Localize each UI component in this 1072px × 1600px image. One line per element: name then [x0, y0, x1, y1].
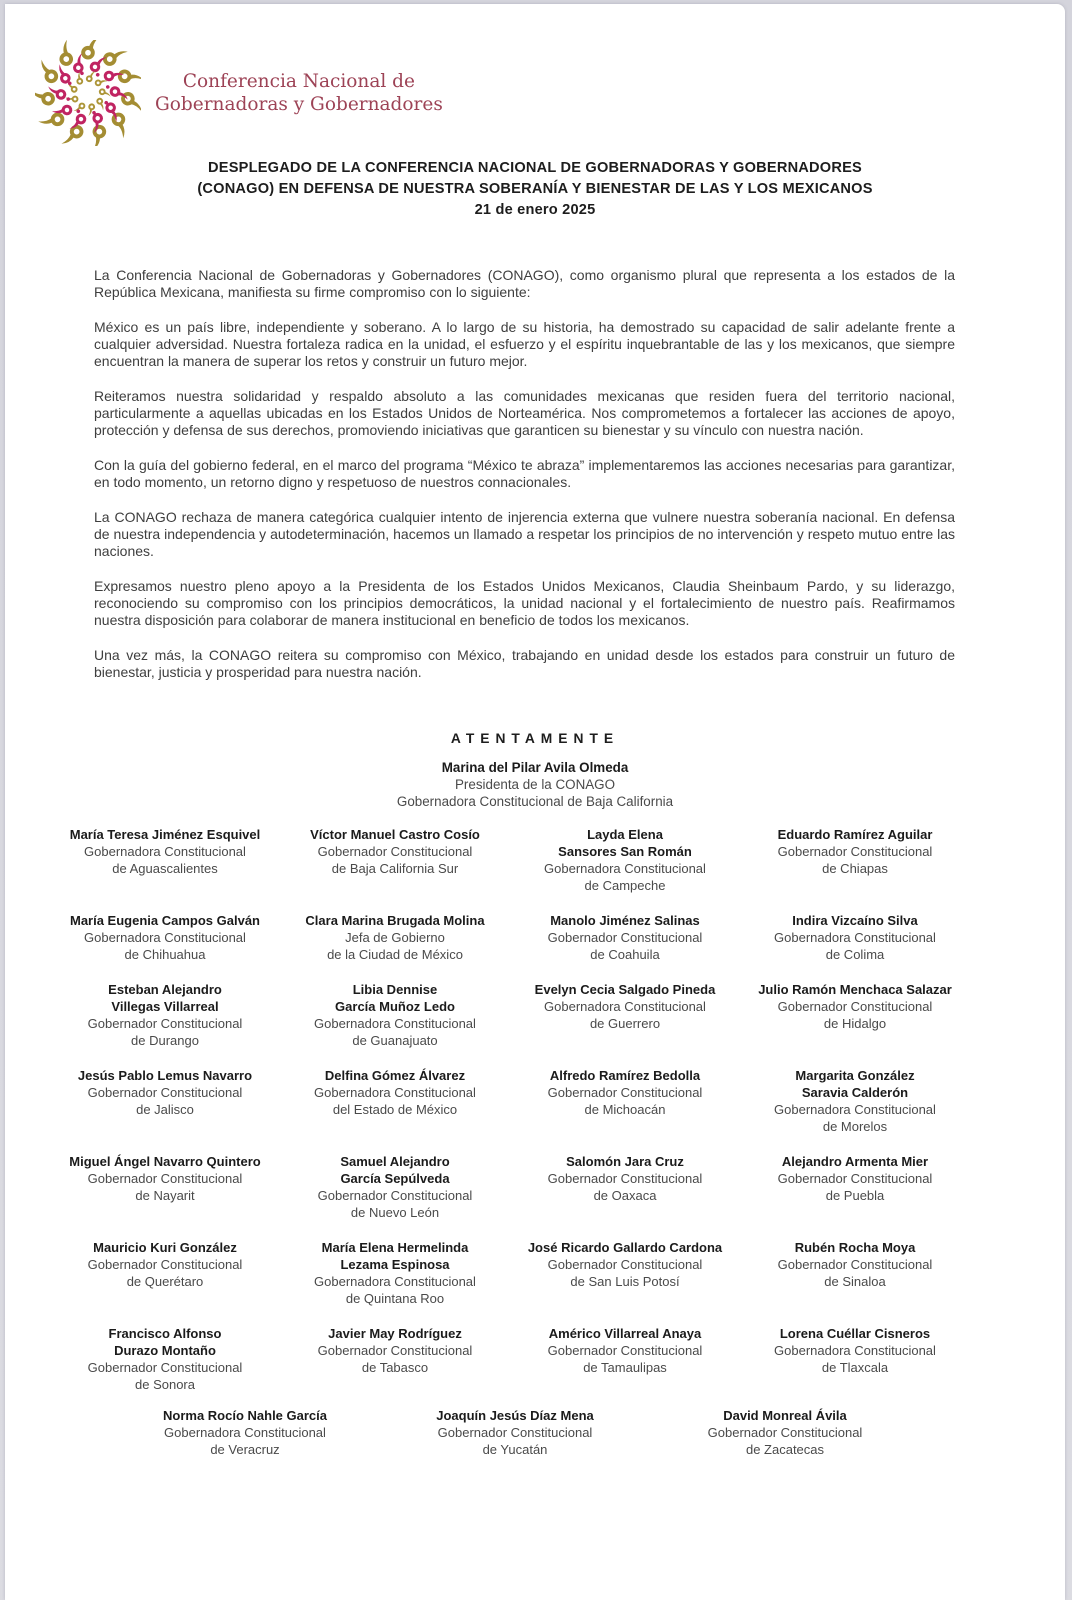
signatory-role: de Guerrero: [589, 1016, 661, 1031]
signatory-role: de Chihuahua: [124, 947, 206, 962]
signatory-role: Gobernador Constitucional: [777, 999, 933, 1014]
logo-wordmark: [155, 70, 443, 116]
signatory-role: de Sonora: [135, 1377, 195, 1392]
signatory-role: Gobernador Constitucional: [777, 1257, 933, 1272]
signatory: [510, 912, 740, 963]
signatory-role: de Veracruz: [210, 1442, 280, 1457]
signatory: [510, 1067, 740, 1118]
signatory-role: Gobernador Constitucional: [317, 844, 473, 859]
signatory-role: Gobernador Constitucional: [87, 1360, 243, 1375]
signatory-role: de Durango: [131, 1033, 199, 1048]
signatory-name: Lezama Espinosa: [340, 1257, 450, 1272]
signatory-name: Francisco Alfonso: [108, 1326, 222, 1341]
paragraph-sovereignty: México es un país libre, independiente y soberano. A lo largo de su historia, ha demostrado su capacidad de salir adelante frente a cualquier adversidad. Nuestra fortaleza radica en la unidad, el esfuerzo y el espíritu inquebrantable de las y los mexicanos, que siempre encuentran la manera de superar los retos y construir un futuro mejor.: [94, 319, 955, 369]
signatory-role: de Yucatán: [482, 1442, 548, 1457]
signatory-role: Gobernadora Constitucional: [314, 1085, 476, 1100]
signatory: [510, 1325, 740, 1376]
signatory: [280, 1153, 510, 1221]
signatory-name: José Ricardo Gallardo Cardona: [527, 1240, 723, 1255]
signatory-name: David Monreal Ávila: [723, 1408, 847, 1423]
signatory-role: de Tlaxcala: [821, 1360, 889, 1375]
president-name: Marina del Pilar Avila Olmeda: [441, 760, 629, 775]
signatory-role: de Michoacán: [584, 1102, 666, 1117]
signatory-role: Gobernador Constitucional: [777, 844, 933, 859]
signatory: [740, 826, 970, 877]
paragraph-solidarity: Reiteramos nuestra solidaridad y respaldo absoluto a las comunidades mexicanas que residen fuera del territorio nacional, particularmente a aquellas ubicadas en los Estados Unidos de Norteamérica. Nos comprometemos a fortalecer las acciones de apoyo, protección y defensa de sus derechos, promoviendo iniciativas que garanticen su bienestar y su vínculo con nuestra nación.: [94, 388, 955, 438]
signatory-role: de Coahuila: [590, 947, 660, 962]
paragraph-commitment: Una vez más, la CONAGO reitera su compromiso con México, trabajando en unidad desde los estados para construir un futuro de bienestar, justicia y prosperidad para nuestra nación.: [94, 647, 955, 680]
signatory-name: Indira Vizcaíno Silva: [792, 913, 918, 928]
signatory: [50, 1153, 280, 1204]
signatory-role: de Hidalgo: [823, 1016, 887, 1031]
signatory: [510, 826, 740, 894]
closing-heading: ATENTAMENTE: [450, 731, 620, 746]
signatory: [380, 1407, 650, 1458]
president-role: Presidenta de la CONAGO: [454, 777, 615, 792]
signatory-role: Gobernadora Constitucional: [544, 999, 706, 1014]
signatory-role: de San Luis Potosí: [570, 1274, 680, 1289]
signatory-name: Alfredo Ramírez Bedolla: [549, 1068, 701, 1083]
signatory-role: Gobernador Constitucional: [437, 1425, 593, 1440]
president-state: Gobernadora Constitucional de Baja California: [396, 794, 674, 809]
signatory-role: Gobernadora Constitucional: [314, 1274, 476, 1289]
signatory-role: Gobernador Constitucional: [87, 1171, 243, 1186]
signatory-role: de Nayarit: [135, 1188, 195, 1203]
signatory: [50, 1239, 280, 1290]
signatory: [510, 1153, 740, 1204]
signatory-name: Libia Dennise: [352, 982, 438, 997]
signatory-name: Jesús Pablo Lemus Navarro: [77, 1068, 253, 1083]
signatory-role: Gobernador Constitucional: [317, 1188, 473, 1203]
signatory-role: Jefa de Gobierno: [345, 930, 445, 945]
signatory-role: de Puebla: [825, 1188, 885, 1203]
conago-logo: [35, 40, 1065, 146]
signatory: [280, 1067, 510, 1118]
signatory: [50, 826, 280, 877]
signatory-role: Gobernador Constitucional: [547, 1085, 703, 1100]
signatory-role: Gobernadora Constitucional: [84, 930, 246, 945]
signatory-role: Gobernadora Constitucional: [314, 1016, 476, 1031]
paragraph-intro: La Conferencia Nacional de Gobernadoras y Gobernadores (CONAGO), como organismo plural que representa a los estados de la República Mexicana, manifiesta su firme compromiso con lo siguiente:: [94, 267, 955, 300]
signatory-name: Joaquín Jesús Díaz Mena: [436, 1408, 594, 1423]
signatory: [50, 1067, 280, 1118]
signatory-role: de Nuevo León: [350, 1205, 440, 1220]
signatory-role: Gobernadora Constitucional: [774, 1343, 936, 1358]
title-line2: (CONAGO) EN DEFENSA DE NUESTRA SOBERANÍA Y BIENESTAR DE LAS Y LOS MEXICANOS: [197, 181, 873, 197]
signatory-name: Eduardo Ramírez Aguilar: [777, 827, 933, 842]
signatory-role: Gobernadora Constitucional: [774, 930, 936, 945]
signatory-role: Gobernador Constitucional: [87, 1085, 243, 1100]
signatory-name: Delfina Gómez Álvarez: [324, 1068, 466, 1083]
signatory-role: Gobernadora Constitucional: [544, 861, 706, 876]
document-body: [94, 267, 955, 681]
signatory-role: Gobernador Constitucional: [87, 1016, 243, 1031]
signatory: [50, 981, 280, 1049]
signatory-name: Mauricio Kuri González: [93, 1240, 237, 1255]
document-page: [5, 4, 1065, 1600]
signatory: [280, 826, 510, 877]
signatory-name: María Eugenia Campos Galván: [69, 913, 260, 928]
signatory-role: Gobernadora Constitucional: [164, 1425, 326, 1440]
signatory-role: de Morelos: [822, 1119, 888, 1134]
signatory-name: Javier May Rodríguez: [328, 1326, 462, 1341]
signatory-role: Gobernador Constitucional: [547, 930, 703, 945]
signatory: [280, 1239, 510, 1307]
signatory-role: Gobernador Constitucional: [777, 1171, 933, 1186]
signatory-role: de Quintana Roo: [345, 1291, 445, 1306]
conago-logo-icon: [35, 40, 141, 146]
signatory-role: de Zacatecas: [745, 1442, 825, 1457]
signatory-name: Manolo Jiménez Salinas: [550, 913, 700, 928]
signatory-role: Gobernador Constitucional: [707, 1425, 863, 1440]
signatory-role: de Aguascalientes: [112, 861, 218, 876]
signatory-role: de Querétaro: [126, 1274, 204, 1289]
signatory-role: Gobernadora Constitucional: [84, 844, 246, 859]
signatories-grid: [50, 826, 970, 1393]
signatory-name: María Elena Hermelinda: [321, 1240, 469, 1255]
signatory-name: Durazo Montaño: [114, 1343, 216, 1358]
signatory-role: Gobernador Constitucional: [317, 1343, 473, 1358]
signatory-role: de Guanajuato: [352, 1033, 438, 1048]
signatory-role: de Chiapas: [822, 861, 888, 876]
signatory-role: Gobernadora Constitucional: [774, 1102, 936, 1117]
signatory: [740, 1067, 970, 1135]
signatory-role: de Colima: [825, 947, 885, 962]
signatory-name: Evelyn Cecia Salgado Pineda: [534, 982, 716, 997]
signatory-name: Samuel Alejandro: [340, 1154, 450, 1169]
signatory: [510, 1239, 740, 1290]
signatory: [50, 1325, 280, 1393]
signatory-role: del Estado de México: [332, 1102, 458, 1117]
signatory-name: Julio Ramón Menchaca Salazar: [758, 982, 952, 997]
signatory: [280, 981, 510, 1049]
signatory-name: Clara Marina Brugada Molina: [305, 913, 485, 928]
title-date: 21 de enero 2025: [474, 202, 596, 218]
signatory-name: García Sepúlveda: [340, 1171, 450, 1186]
signatory-name: Sansores San Román: [558, 844, 692, 859]
signatory-name: Miguel Ángel Navarro Quintero: [69, 1154, 261, 1169]
signatory: [650, 1407, 920, 1458]
signatory: [740, 1325, 970, 1376]
signatory-name: Alejandro Armenta Mier: [781, 1154, 929, 1169]
signatory-name: Esteban Alejandro: [108, 982, 222, 997]
signatory-name: Lorena Cuéllar Cisneros: [779, 1326, 931, 1341]
signatory: [280, 1325, 510, 1376]
signatory: [280, 912, 510, 963]
signatory: [740, 1153, 970, 1204]
signatory: [50, 912, 280, 963]
signatory-name: María Teresa Jiménez Esquivel: [69, 827, 261, 842]
signatory-role: de Oaxaca: [593, 1188, 657, 1203]
signatory-name: Rubén Rocha Moya: [794, 1240, 916, 1255]
signatory-role: de Jalisco: [136, 1102, 194, 1117]
signatory: [510, 981, 740, 1032]
paragraph-support-president: Expresamos nuestro pleno apoyo a la Presidenta de los Estados Unidos Mexicanos, Claudia Sheinbaum Pardo, y su liderazgo, reconociendo su compromiso con los principios democráticos, la unidad nacional y el fortalecimiento de nuestro país. Reafirmamos nuestra disposición para colaborar de manera institucional en beneficio de todos los mexicanos.: [94, 578, 955, 628]
logo-wordmark-line2: Gobernadoras y Gobernadores: [155, 94, 443, 115]
signatory: [740, 981, 970, 1032]
signatory-name: Norma Rocío Nahle García: [163, 1408, 327, 1423]
paragraph-rejection: La CONAGO rechaza de manera categórica cualquier intento de injerencia externa que vulnere nuestra soberanía nacional. En defensa de nuestra independencia y autodeterminación, hacemos un llamado a respetar los principios de no intervención y respeto mutuo entre las naciones.: [94, 509, 955, 559]
signatory-name: Salomón Jara Cruz: [566, 1154, 684, 1169]
signatory: [740, 1239, 970, 1290]
signatory-role: Gobernador Constitucional: [547, 1171, 703, 1186]
signatory-name: Saravia Calderón: [801, 1085, 909, 1100]
signatories-footer-row: [110, 1407, 920, 1458]
signatory-role: de Sinaloa: [824, 1274, 886, 1289]
signatory-name: García Muñoz Ledo: [335, 999, 455, 1014]
signatory-name: Villegas Villarreal: [111, 999, 219, 1014]
signatory-name: Américo Villarreal Anaya: [548, 1326, 702, 1341]
signatory-name: Margarita González: [795, 1068, 915, 1083]
president-block: [5, 759, 1065, 810]
signatory-role: de Baja California Sur: [331, 861, 459, 876]
signatory-role: Gobernador Constitucional: [547, 1257, 703, 1272]
signatory: [740, 912, 970, 963]
signatory-role: de la Ciudad de México: [327, 947, 463, 962]
signatory-role: de Tamaulipas: [583, 1360, 667, 1375]
signatory: [110, 1407, 380, 1458]
logo-wordmark-line1: Conferencia Nacional de: [182, 71, 415, 92]
signatory-name: Víctor Manuel Castro Cosío: [310, 827, 480, 842]
document-title: [75, 158, 995, 221]
title-line1: DESPLEGADO DE LA CONFERENCIA NACIONAL DE GOBERNADORAS Y GOBERNADORES: [208, 160, 862, 176]
signatory-role: de Tabasco: [361, 1360, 429, 1375]
signatory-role: de Campeche: [584, 878, 666, 893]
paragraph-mexico-te-abraza: Con la guía del gobierno federal, en el marco del programa “México te abraza” implementaremos las acciones necesarias para garantizar, en todo momento, un retorno digno y respetuoso de nuestros connacionales.: [94, 457, 955, 490]
signatory-role: Gobernador Constitucional: [87, 1257, 243, 1272]
signatory-name: Layda Elena: [587, 827, 663, 842]
signatory-role: Gobernador Constitucional: [547, 1343, 703, 1358]
